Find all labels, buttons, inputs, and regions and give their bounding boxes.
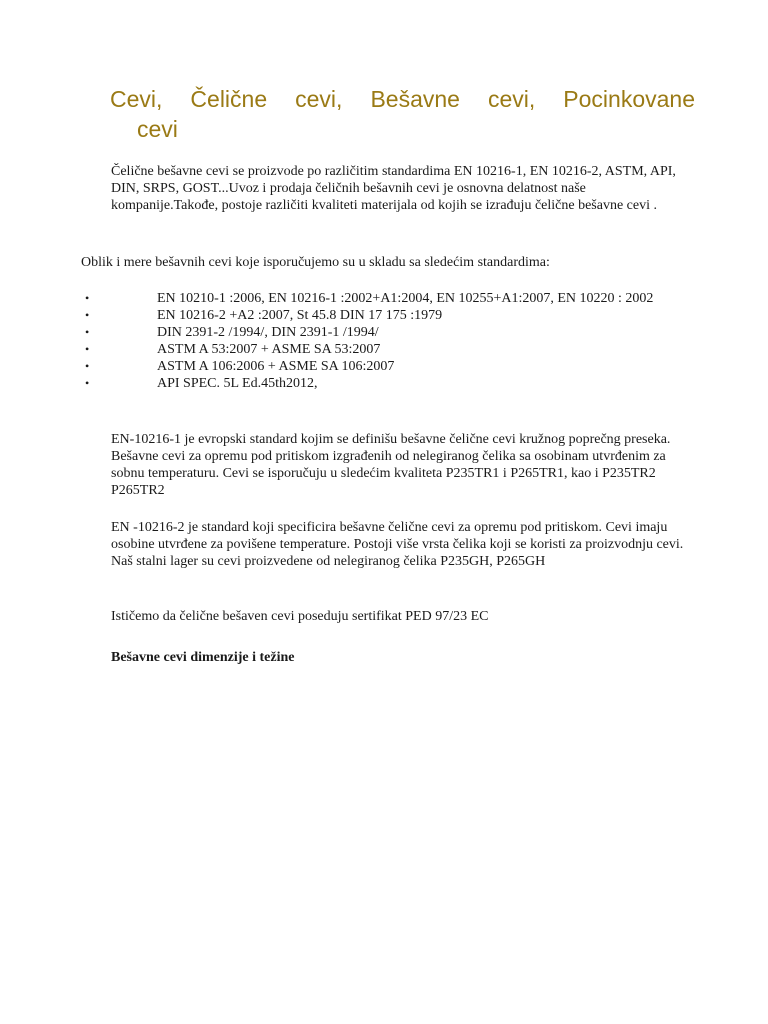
list-item [81, 341, 681, 358]
list-item-text: ASTM A 53:2007 + ASME SA 53:2007 [157, 342, 381, 357]
list-item-text: DIN 2391-2 /1994/, DIN 2391-1 /1994/ [157, 325, 379, 340]
list-item-text: ASTM A 106:2006 + ASME SA 106:2007 [157, 359, 395, 374]
bullet-icon: • [85, 376, 90, 390]
bullet-icon: • [85, 342, 90, 356]
bullet-icon: • [85, 325, 90, 339]
list-item [81, 375, 681, 392]
list-item-text: API SPEC. 5L Ed.45th2012, [157, 376, 318, 391]
page-title: Cevi, Čelične cevi, Bešavne cevi, Pocinkovane [110, 86, 695, 112]
intro-paragraph: Čelične bešavne cevi se proizvode po različitim standardima EN 10216-1, EN 10216-2, ASTM, API, DIN, SRPS, GOST...Uvoz i prodaja čeličnih bešavnih cevi je osnovna delatnost naše kompanije.Takođe, postoje različiti kvaliteti materijala od kojih se izrađuju čelične bešavne cevi . [111, 164, 676, 213]
list-item [81, 324, 681, 341]
list-item [81, 290, 681, 307]
list-item-text: EN 10210-1 :2006, EN 10216-1 :2002+A1:2004, EN 10255+A1:2007, EN 10220 : 2002 [157, 291, 654, 306]
bullet-icon: • [85, 359, 90, 373]
list-item [81, 307, 681, 324]
standards-list [81, 290, 681, 392]
list-item [81, 358, 681, 375]
en-10216-1-paragraph: EN-10216-1 je evropski standard kojim se definišu bešavne čelične cevi kružnog poprečng preseka. Bešavne cevi za opremu pod pritiskom izgrađenih od nelegiranog čelika sa osobinam utvrđenim za sobnu temperaturu. Cevi se isporučuju u sledećim kvaliteta P235TR1 i P265TR1, kao i P235TR2 P265TR2 [111, 432, 671, 498]
standards-intro-paragraph: Oblik i mere bešavnih cevi koje isporučujemo su u skladu sa sledećim standardima: [81, 255, 550, 270]
en-10216-2-paragraph: EN -10216-2 je standard koji specificira bešavne čelične cevi za opremu pod pritiskom. Cevi imaju osobine utvrđene za povišene temperature. Postoji više vrsta čelika koji se koristi za proizvodnju cevi. Naš stalni lager su cevi proizvedene od nelegiranog čelika P235GH, P265GH [111, 520, 684, 569]
list-item-text: EN 10216-2 +A2 :2007, St 45.8 DIN 17 175 :1979 [157, 308, 443, 323]
certificate-paragraph: Ističemo da čelične bešaven cevi poseduju sertifikat PED 97/23 EC [111, 609, 489, 624]
page-title-continuation: cevi [137, 116, 178, 142]
dimensions-heading: Bešavne cevi dimenzije i težine [111, 650, 295, 665]
bullet-icon: • [85, 308, 90, 322]
bullet-icon: • [85, 291, 90, 305]
